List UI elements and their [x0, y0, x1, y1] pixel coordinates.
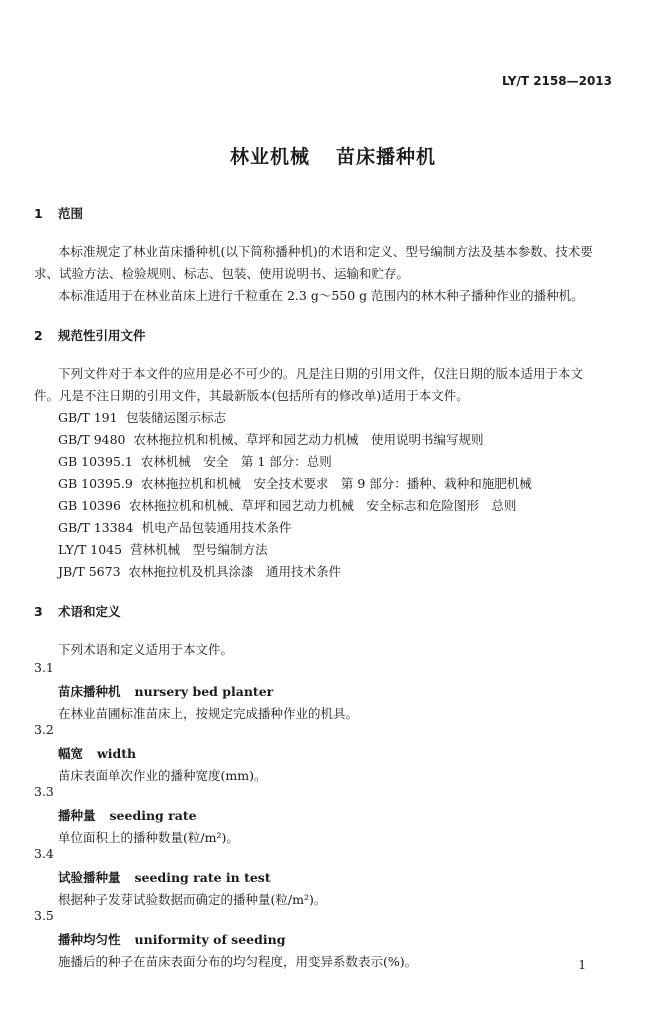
reference-code: GB 10395.9	[58, 476, 133, 491]
title-part-2: 苗床播种机	[336, 146, 437, 168]
reference-title: 农林拖拉机和机械、草坪和园艺动力机械 安全标志和危险图形 总则	[128, 498, 517, 513]
terms-intro: 下列术语和定义适用于本文件。	[58, 642, 234, 657]
term-zh: 苗床播种机	[58, 684, 121, 699]
reference-code: LY/T 1045	[58, 542, 123, 557]
references-intro-line-1: 下列文件对于本文件的应用是必不可少的。凡是注日期的引用文件，仅注日期的版本适用于本文	[58, 366, 584, 381]
reference-item	[58, 540, 268, 558]
term-definition: 在林业苗圃标准苗床上，按规定完成播种作业的机具。	[58, 706, 359, 721]
section-title: 范围	[58, 206, 84, 221]
term-en: width	[97, 746, 137, 761]
reference-title: 农林拖拉机和机械、草坪和园艺动力机械 使用说明书编写规则	[133, 432, 484, 447]
reference-code: GB/T 13384	[58, 520, 134, 535]
term-definition: 施播后的种子在苗床表面分布的均匀程度，用变异系数表示(%)。	[58, 954, 418, 969]
term-en: seeding rate	[109, 808, 197, 823]
term-zh: 幅宽	[58, 746, 84, 761]
title-part-1: 林业机械	[229, 146, 310, 168]
term-zh: 试验播种量	[58, 870, 121, 885]
reference-title: 农林拖拉机和机械 安全技术要求 第 9 部分：播种、栽种和施肥机械	[140, 476, 532, 491]
reference-item	[58, 496, 516, 514]
section-2-heading	[34, 326, 146, 344]
reference-title: 包装储运图示标志	[126, 410, 227, 425]
term-definition: 苗床表面单次作业的播种宽度(mm)。	[58, 768, 267, 783]
reference-code: JB/T 5673	[58, 564, 121, 579]
reference-item	[58, 452, 332, 470]
reference-item	[58, 430, 484, 448]
section-number: 1	[34, 206, 43, 221]
reference-code: GB 10395.1	[58, 454, 133, 469]
term-heading	[58, 930, 285, 948]
section-number: 3	[34, 604, 43, 619]
reference-code: GB 10396	[58, 498, 121, 513]
term-number: 3.1	[34, 660, 54, 675]
term-heading	[58, 744, 136, 762]
term-en: uniformity of seeding	[134, 932, 286, 947]
term-en: seeding rate in test	[134, 870, 271, 885]
standard-code: LY/T 2158—2013	[501, 74, 612, 88]
section-title: 规范性引用文件	[58, 328, 146, 343]
term-number: 3.2	[34, 722, 54, 737]
section-3-heading	[34, 602, 121, 620]
term-definition: 根据种子发芽试验数据而确定的播种量(粒/m²)。	[58, 892, 327, 907]
scope-paragraph-1-line-2: 求、试验方法、检验规则、标志、包装、使用说明书、运输和贮存。	[34, 266, 410, 281]
term-heading	[58, 868, 271, 886]
document-title	[0, 142, 666, 169]
reference-code: GB/T 9480	[58, 432, 126, 447]
scope-paragraph-1-line-1: 本标准规定了林业苗床播种机(以下简称播种机)的术语和定义、型号编制方法及基本参数、技术要	[58, 244, 593, 259]
term-number: 3.5	[34, 908, 54, 923]
page-number: 1	[578, 958, 586, 972]
reference-item	[58, 474, 532, 492]
term-number: 3.3	[34, 784, 54, 799]
reference-item	[58, 562, 341, 580]
reference-code: GB/T 191	[58, 410, 118, 425]
term-zh: 播种量	[58, 808, 96, 823]
section-number: 2	[34, 328, 43, 343]
references-intro-line-2: 件。凡是不注日期的引用文件，其最新版本(包括所有的修改单)适用于本文件。	[34, 388, 469, 403]
term-en: nursery bed planter	[134, 684, 274, 699]
term-heading	[58, 682, 273, 700]
section-title: 术语和定义	[58, 604, 121, 619]
reference-title: 机电产品包装通用技术条件	[141, 520, 292, 535]
term-zh: 播种均匀性	[58, 932, 121, 947]
reference-title: 农林机械 安全 第 1 部分：总则	[140, 454, 332, 469]
reference-title: 农林拖拉机及机具涂漆 通用技术条件	[128, 564, 342, 579]
reference-title: 营林机械 型号编制方法	[130, 542, 268, 557]
scope-paragraph-2: 本标准适用于在林业苗床上进行千粒重在 2.3 g～550 g 范围内的林木种子播种作业的播种机。	[58, 288, 584, 303]
term-definition: 单位面积上的播种数量(粒/m²)。	[58, 830, 239, 845]
reference-item	[58, 408, 226, 426]
section-1-heading	[34, 204, 83, 222]
reference-item	[58, 518, 291, 536]
term-heading	[58, 806, 197, 824]
term-number: 3.4	[34, 846, 54, 861]
